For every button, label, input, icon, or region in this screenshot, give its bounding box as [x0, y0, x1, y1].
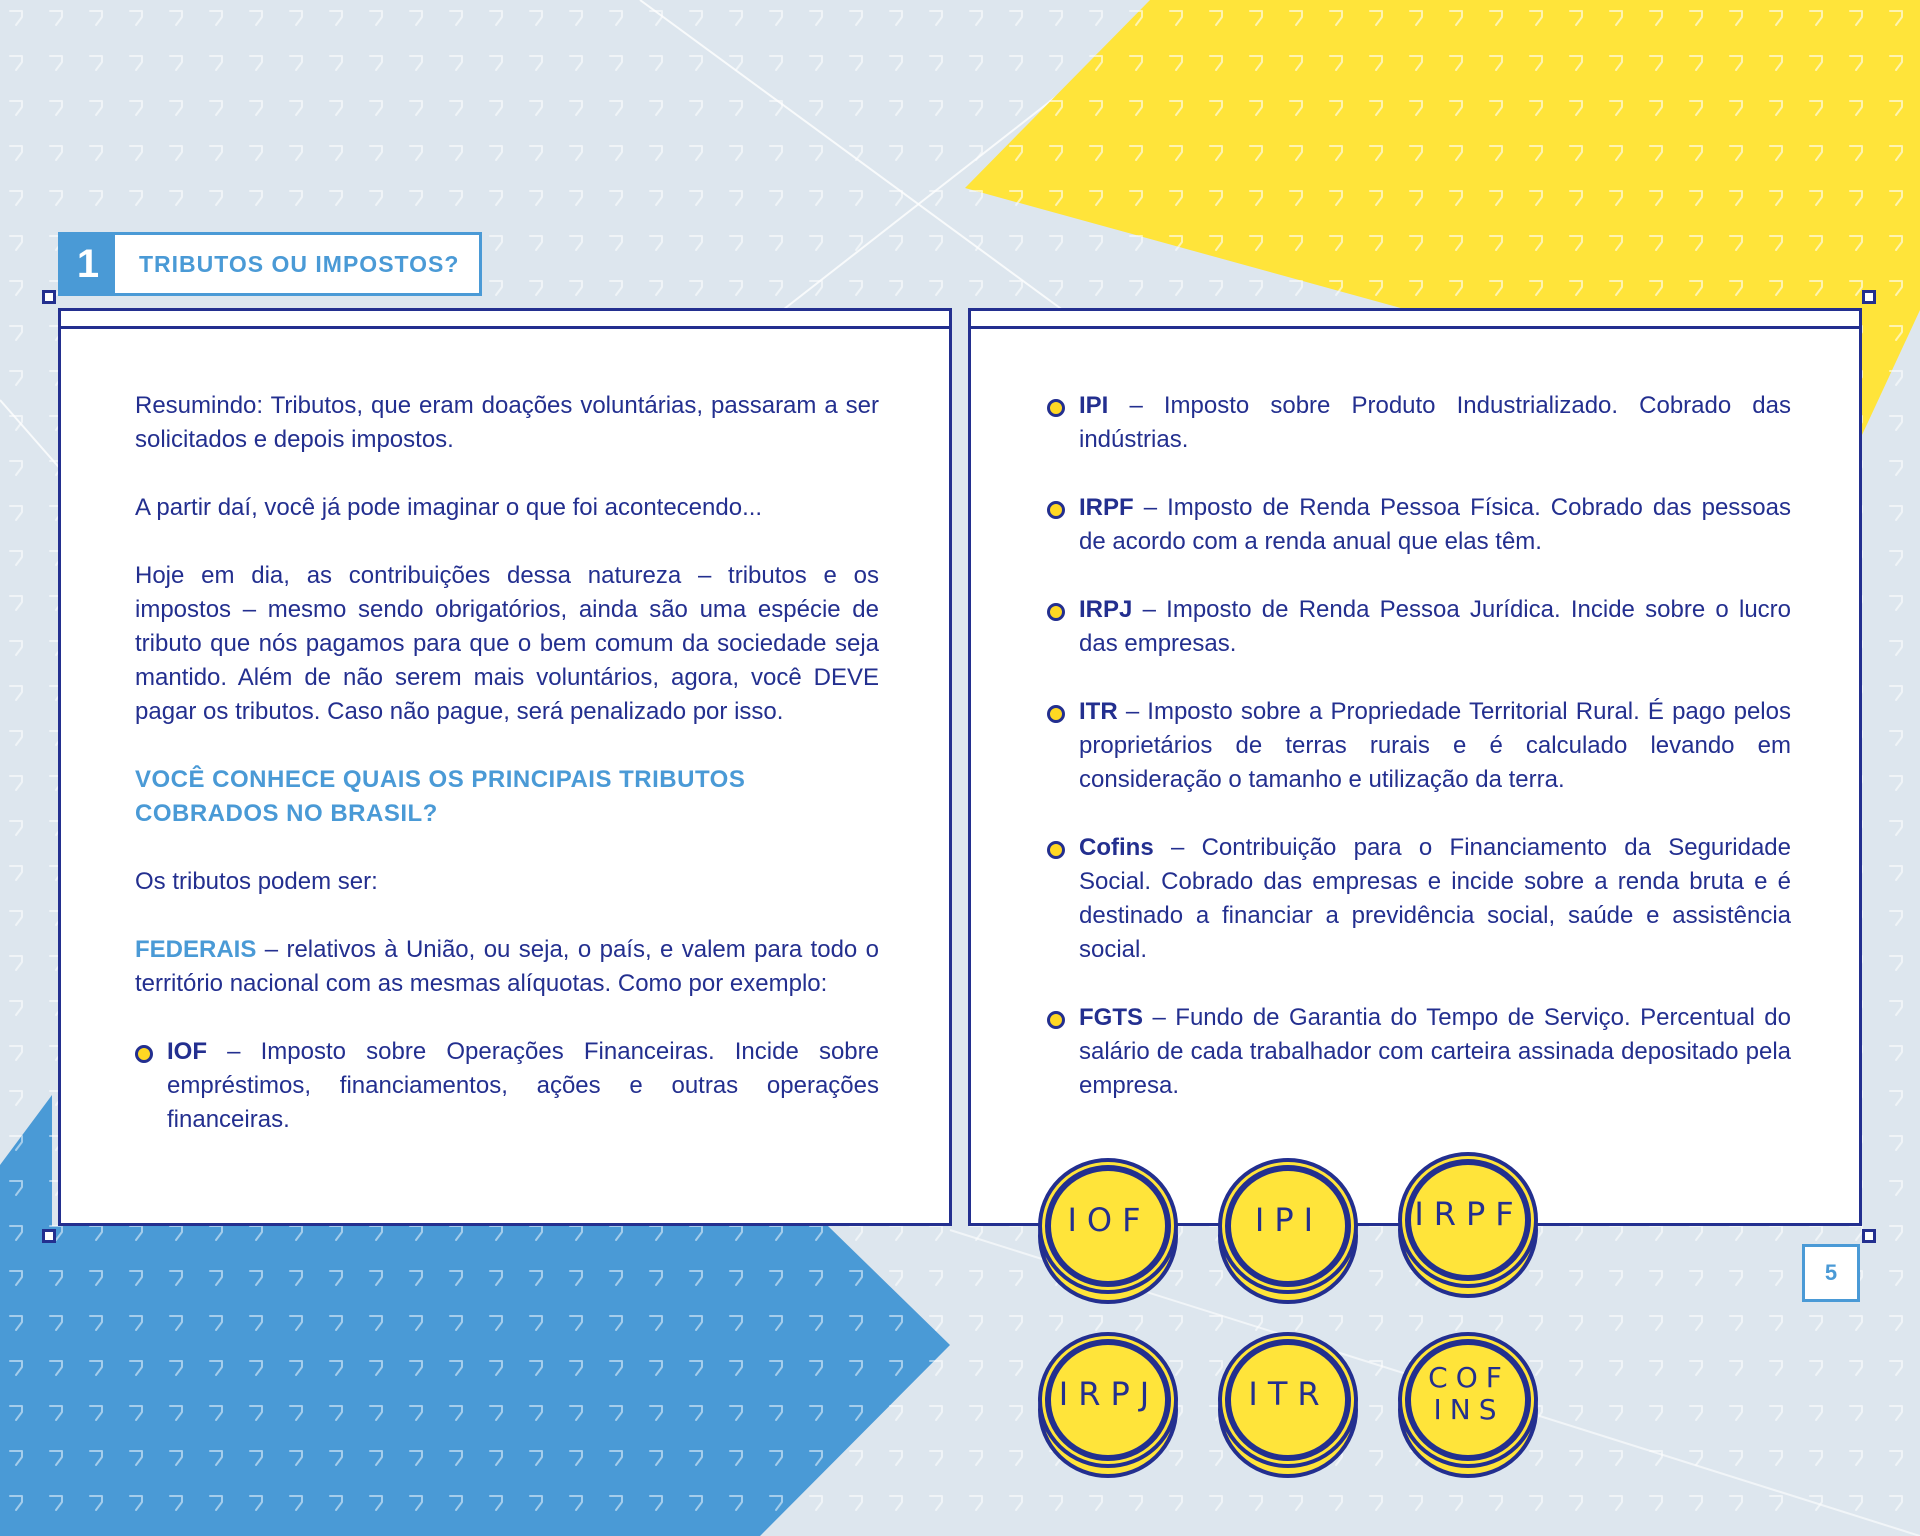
coin-cofins	[1396, 1330, 1546, 1480]
list-item	[1047, 831, 1791, 967]
tax-description: – Contribuição para o Financiamento da Seguridade Social. Cobrado das empresas e incide sobre a renda bruta e é destinado a financiar a previdência social, saúde e assistência social.	[1079, 834, 1791, 963]
coin-label: IRPJ	[1058, 1375, 1160, 1413]
right-page-text	[1047, 389, 1791, 1137]
list-item	[1047, 695, 1791, 797]
bullet-dot-icon	[1047, 399, 1065, 417]
paragraph-types: Os tributos podem ser:	[135, 868, 378, 895]
coin-itr	[1216, 1330, 1366, 1480]
tax-description: – Imposto sobre a Propriedade Territorial Rural. É pago pelos proprietários de terras rurais e é calculado levando em consideração o tamanho e utilização da terra.	[1079, 698, 1791, 793]
corner-square	[1862, 290, 1876, 304]
list-item	[1047, 593, 1791, 661]
list-item	[1047, 389, 1791, 457]
page-number: 5	[1802, 1244, 1860, 1302]
paragraph-federais	[135, 933, 879, 1001]
federais-text: – relativos à União, ou seja, o país, e valem para todo o território nacional com as mesmas alíquotas. Como por exemplo:	[135, 936, 879, 997]
coin-iof	[1036, 1156, 1186, 1306]
tax-code: Cofins	[1079, 834, 1154, 861]
bullet-dot-icon	[1047, 501, 1065, 519]
coin-label: IRPF	[1414, 1195, 1524, 1233]
bullet-dot-icon	[1047, 603, 1065, 621]
bullet-dot-icon	[1047, 1011, 1065, 1029]
bullet-dot-icon	[135, 1045, 153, 1063]
tax-description: – Imposto de Renda Pessoa Física. Cobrado das pessoas de acordo com a renda anual que elas têm.	[1079, 494, 1791, 555]
paragraph-summary: Resumindo: Tributos, que eram doações voluntárias, passaram a ser solicitados e depois impostos.	[135, 392, 879, 453]
paragraph-consequence: A partir daí, você já pode imaginar o que foi acontecendo...	[135, 494, 763, 521]
chapter-header	[58, 232, 482, 296]
bullet-dot-icon	[1047, 705, 1065, 723]
coin-ipi	[1216, 1156, 1366, 1306]
list-item	[1047, 1001, 1791, 1103]
tax-code: FGTS	[1079, 1004, 1143, 1031]
tax-description: – Imposto sobre Produto Industrializado. Cobrado das indústrias.	[1079, 392, 1791, 453]
coin-irpf	[1396, 1150, 1546, 1300]
federais-label: FEDERAIS	[135, 936, 257, 963]
tax-description: – Fundo de Garantia do Tempo de Serviço. Percentual do salário de cada trabalhador com carteira assinada depositado pela empresa.	[1079, 1004, 1791, 1099]
chapter-title: TRIBUTOS OU IMPOSTOS?	[139, 250, 460, 277]
left-page-panel	[58, 308, 952, 1226]
tax-code: IPI	[1079, 392, 1109, 419]
right-page-panel	[968, 308, 1862, 1226]
panel-top-strip	[61, 311, 949, 329]
corner-square	[1862, 1229, 1876, 1243]
coin-label: IPI	[1254, 1201, 1324, 1239]
tax-description: – Imposto de Renda Pessoa Jurídica. Incide sobre o lucro das empresas.	[1079, 596, 1791, 657]
tax-code: ITR	[1079, 698, 1118, 725]
corner-square	[42, 1229, 56, 1243]
section-question: VOCÊ CONHECE QUAIS OS PRINCIPAIS TRIBUTOS COBRADOS NO BRASIL?	[135, 766, 746, 827]
coin-label: ITR	[1248, 1375, 1330, 1413]
corner-square	[42, 290, 56, 304]
tax-code: IOF	[167, 1038, 207, 1065]
paragraph-today: Hoje em dia, as contribuições dessa natureza – tributos e os impostos – mesmo sendo obrigatórios, ainda são uma espécie de tributo que nós pagamos para que o bem comum da sociedade seja mantido. Além de não serem mais voluntários, agora, você DEVE pagar os tributos. Caso não pague, será penalizado por isso.	[135, 562, 879, 725]
bullet-dot-icon	[1047, 841, 1065, 859]
tax-description: – Imposto sobre Operações Financeiras. Incide sobre empréstimos, financiamentos, ações e outras operações financeiras.	[167, 1038, 879, 1133]
tax-code: IRPJ	[1079, 596, 1133, 623]
coin-label: COF INS	[1428, 1361, 1510, 1426]
panel-top-strip	[971, 311, 1859, 329]
tax-code: IRPF	[1079, 494, 1134, 521]
coin-irpj	[1036, 1330, 1186, 1480]
chapter-number: 1	[61, 235, 115, 293]
list-item	[135, 1035, 879, 1137]
list-item	[1047, 491, 1791, 559]
left-page-text	[135, 389, 879, 1171]
coin-label: IOF	[1067, 1201, 1151, 1239]
